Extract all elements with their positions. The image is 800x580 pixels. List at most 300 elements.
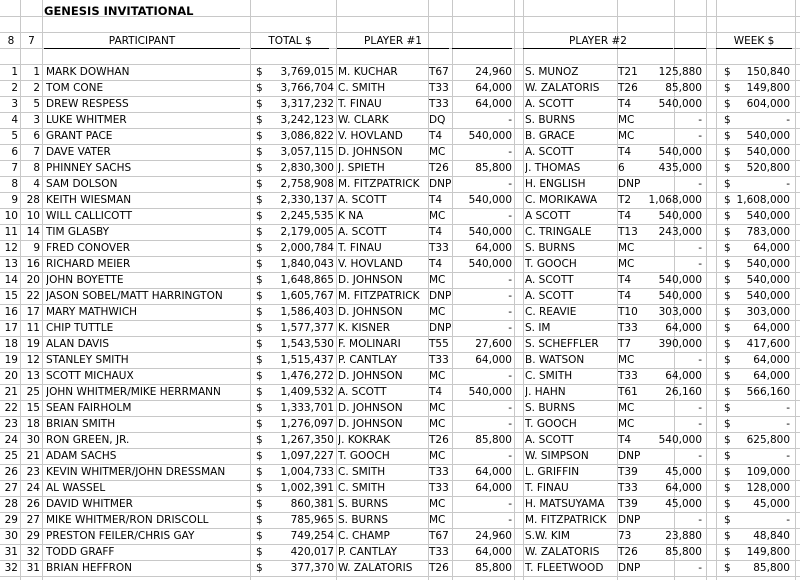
cell-player1-position[interactable]: T4	[429, 226, 443, 238]
cell-week-currency[interactable]: $	[724, 418, 731, 430]
cell-total-currency[interactable]: $	[256, 530, 263, 542]
cell-player2[interactable]: T. GOOCH	[525, 418, 577, 430]
cell-player2-amount[interactable]: 243,000	[658, 226, 702, 238]
cell-total[interactable]: 3,057,115	[280, 146, 334, 158]
cell-rank-prev[interactable]: 9	[11, 194, 18, 206]
cell-total-currency[interactable]: $	[256, 210, 263, 222]
cell-rank-curr[interactable]: 21	[26, 450, 40, 462]
cell-player2[interactable]: W. ZALATORIS	[525, 82, 600, 94]
cell-rank-curr[interactable]: 23	[26, 466, 40, 478]
cell-participant[interactable]: PHINNEY SACHS	[46, 162, 132, 174]
cell-total[interactable]: 377,370	[290, 562, 334, 574]
cell-total-currency[interactable]: $	[256, 482, 263, 494]
cell-player2-amount[interactable]: -	[698, 514, 702, 526]
cell-player1-amount[interactable]: 64,000	[475, 242, 512, 254]
cell-total-currency[interactable]: $	[256, 514, 263, 526]
cell-player1-amount[interactable]: -	[508, 450, 512, 462]
cell-total[interactable]: 1,002,391	[280, 482, 334, 494]
cell-player1-amount[interactable]: 540,000	[468, 386, 512, 398]
cell-player2-position[interactable]: T26	[618, 546, 638, 558]
header-participant[interactable]: PARTICIPANT	[44, 33, 240, 49]
cell-player1-position[interactable]: T4	[429, 194, 443, 206]
cell-player2-amount[interactable]: 125,880	[658, 66, 702, 78]
cell-player2-position[interactable]: T4	[618, 290, 632, 302]
cell-player2-position[interactable]: T4	[618, 98, 632, 110]
cell-player1-amount[interactable]: 64,000	[475, 482, 512, 494]
cell-player2[interactable]: S. SCHEFFLER	[525, 338, 599, 350]
cell-rank-curr[interactable]: 11	[26, 322, 40, 334]
cell-participant[interactable]: SAM DOLSON	[46, 178, 118, 190]
cell-week[interactable]: 1,608,000	[736, 194, 790, 206]
cell-total[interactable]: 1,577,377	[280, 322, 334, 334]
cell-rank-prev[interactable]: 32	[4, 562, 18, 574]
cell-rank-curr[interactable]: 20	[26, 274, 40, 286]
cell-player1-amount[interactable]: 85,800	[475, 162, 512, 174]
cell-player1[interactable]: C. SMITH	[338, 82, 386, 94]
cell-player1-amount[interactable]: 540,000	[468, 258, 512, 270]
cell-player2[interactable]: A. SCOTT	[525, 146, 574, 158]
cell-player1[interactable]: K NA	[338, 210, 364, 222]
cell-total[interactable]: 1,543,530	[280, 338, 334, 350]
header-col-rank-prev[interactable]: 8	[7, 35, 15, 47]
cell-participant[interactable]: ADAM SACHS	[46, 450, 117, 462]
cell-week[interactable]: 540,000	[746, 258, 790, 270]
cell-total-currency[interactable]: $	[256, 290, 263, 302]
cell-player2-position[interactable]: MC	[618, 402, 635, 414]
cell-week[interactable]: 64,000	[753, 370, 790, 382]
cell-player2-position[interactable]: 73	[618, 530, 632, 542]
cell-player2[interactable]: L. GRIFFIN	[525, 466, 580, 478]
cell-rank-prev[interactable]: 21	[4, 386, 18, 398]
cell-player1-position[interactable]: T33	[429, 98, 449, 110]
cell-week[interactable]: 604,000	[746, 98, 790, 110]
cell-rank-prev[interactable]: 28	[4, 498, 18, 510]
cell-player1-amount[interactable]: -	[508, 402, 512, 414]
cell-rank-curr[interactable]: 19	[26, 338, 40, 350]
cell-player1-position[interactable]: DQ	[429, 114, 446, 126]
cell-total[interactable]: 1,840,043	[280, 258, 334, 270]
cell-week-currency[interactable]: $	[724, 466, 731, 478]
cell-player2-position[interactable]: T39	[618, 498, 638, 510]
cell-week[interactable]: 303,000	[746, 306, 790, 318]
cell-rank-curr[interactable]: 28	[26, 194, 40, 206]
cell-player1-amount[interactable]: 85,800	[475, 562, 512, 574]
cell-player2-position[interactable]: T61	[618, 386, 638, 398]
cell-player1-amount[interactable]: 27,600	[475, 338, 512, 350]
cell-rank-curr[interactable]: 13	[26, 370, 40, 382]
cell-rank-prev[interactable]: 26	[4, 466, 18, 478]
cell-total-currency[interactable]: $	[256, 82, 263, 94]
cell-player1-position[interactable]: T26	[429, 162, 449, 174]
cell-participant[interactable]: JOHN BOYETTE	[46, 274, 124, 286]
cell-week[interactable]: 540,000	[746, 130, 790, 142]
cell-week[interactable]: 520,800	[746, 162, 790, 174]
cell-week[interactable]: 149,800	[746, 82, 790, 94]
cell-total[interactable]: 1,648,865	[280, 274, 334, 286]
cell-total[interactable]: 1,267,350	[280, 434, 334, 446]
cell-rank-prev[interactable]: 19	[4, 354, 18, 366]
cell-week-currency[interactable]: $	[724, 402, 731, 414]
header-player1[interactable]: PLAYER #1	[337, 33, 449, 49]
cell-player1-position[interactable]: MC	[429, 450, 446, 462]
cell-rank-curr[interactable]: 8	[33, 162, 40, 174]
cell-player1-position[interactable]: MC	[429, 514, 446, 526]
cell-player1-amount[interactable]: -	[508, 146, 512, 158]
cell-rank-prev[interactable]: 30	[4, 530, 18, 542]
cell-player2-position[interactable]: T21	[618, 66, 638, 78]
cell-week[interactable]: 64,000	[753, 242, 790, 254]
cell-rank-curr[interactable]: 9	[33, 242, 40, 254]
cell-week[interactable]: -	[786, 114, 790, 126]
cell-week[interactable]: 540,000	[746, 146, 790, 158]
cell-total-currency[interactable]: $	[256, 66, 263, 78]
sheet-title[interactable]: GENESIS INVITATIONAL	[44, 4, 194, 18]
cell-week[interactable]: 45,000	[753, 498, 790, 510]
cell-week-currency[interactable]: $	[724, 226, 731, 238]
cell-player2[interactable]: S. IM	[525, 322, 551, 334]
cell-week[interactable]: 128,000	[746, 482, 790, 494]
cell-player1-amount[interactable]: 24,960	[475, 66, 512, 78]
cell-total[interactable]: 1,409,532	[280, 386, 334, 398]
cell-player2-position[interactable]: DNP	[618, 178, 640, 190]
cell-rank-curr[interactable]: 10	[26, 210, 40, 222]
cell-week-currency[interactable]: $	[724, 210, 731, 222]
cell-rank-curr[interactable]: 3	[33, 114, 40, 126]
cell-week-currency[interactable]: $	[724, 450, 731, 462]
cell-player1-position[interactable]: T67	[429, 530, 449, 542]
cell-rank-prev[interactable]: 20	[4, 370, 18, 382]
cell-total-currency[interactable]: $	[256, 226, 263, 238]
cell-player1-position[interactable]: MC	[429, 306, 446, 318]
cell-week[interactable]: 783,000	[746, 226, 790, 238]
header-week[interactable]: WEEK $	[716, 33, 792, 49]
cell-total-currency[interactable]: $	[256, 130, 263, 142]
cell-player2-position[interactable]: DNP	[618, 450, 640, 462]
cell-rank-prev[interactable]: 6	[11, 146, 18, 158]
cell-player2-position[interactable]: T4	[618, 210, 632, 222]
cell-player2[interactable]: C. MORIKAWA	[525, 194, 598, 206]
cell-player1-amount[interactable]: 64,000	[475, 98, 512, 110]
cell-rank-prev[interactable]: 1	[11, 66, 18, 78]
cell-player2[interactable]: C. REAVIE	[525, 306, 577, 318]
cell-player1-position[interactable]: T33	[429, 546, 449, 558]
cell-player1-amount[interactable]: -	[508, 306, 512, 318]
cell-player1[interactable]: S. BURNS	[338, 514, 389, 526]
cell-participant[interactable]: KEVIN WHITMER/JOHN DRESSMAN	[46, 466, 226, 478]
cell-player2-amount[interactable]: 540,000	[658, 274, 702, 286]
cell-player2[interactable]: M. FITZPATRICK	[525, 514, 607, 526]
cell-week[interactable]: -	[786, 402, 790, 414]
cell-player2-position[interactable]: MC	[618, 130, 635, 142]
cell-player2[interactable]: H. MATSUYAMA	[525, 498, 605, 510]
cell-week[interactable]: 64,000	[753, 322, 790, 334]
cell-player2-amount[interactable]: -	[698, 402, 702, 414]
cell-player1-position[interactable]: T33	[429, 482, 449, 494]
cell-week-currency[interactable]: $	[724, 306, 731, 318]
cell-player2-amount[interactable]: 45,000	[665, 466, 702, 478]
cell-rank-curr[interactable]: 4	[33, 178, 40, 190]
cell-participant[interactable]: GRANT PACE	[46, 130, 113, 142]
cell-participant[interactable]: KEITH WIESMAN	[46, 194, 132, 206]
cell-player2[interactable]: W. SIMPSON	[525, 450, 589, 462]
cell-total-currency[interactable]: $	[256, 306, 263, 318]
cell-participant[interactable]: CHIP TUTTLE	[46, 322, 114, 334]
cell-player2-amount[interactable]: -	[698, 418, 702, 430]
cell-participant[interactable]: JOHN WHITMER/MIKE HERRMANN	[46, 386, 221, 398]
cell-player1-position[interactable]: T4	[429, 130, 443, 142]
cell-player1-amount[interactable]: -	[508, 290, 512, 302]
cell-player1-amount[interactable]: -	[508, 498, 512, 510]
cell-player1-position[interactable]: MC	[429, 402, 446, 414]
cell-rank-curr[interactable]: 2	[33, 82, 40, 94]
cell-player1-position[interactable]: T33	[429, 354, 449, 366]
cell-player1-position[interactable]: DNP	[429, 178, 451, 190]
cell-player1-position[interactable]: DNP	[429, 290, 451, 302]
cell-player2-amount[interactable]: 85,800	[665, 82, 702, 94]
cell-player1[interactable]: D. JOHNSON	[338, 418, 403, 430]
cell-rank-curr[interactable]: 17	[26, 306, 40, 318]
cell-player1-position[interactable]: T33	[429, 242, 449, 254]
cell-player1-position[interactable]: MC	[429, 370, 446, 382]
cell-total-currency[interactable]: $	[256, 498, 263, 510]
cell-total-currency[interactable]: $	[256, 258, 263, 270]
cell-week-currency[interactable]: $	[724, 162, 731, 174]
cell-player1-position[interactable]: T4	[429, 386, 443, 398]
cell-rank-curr[interactable]: 25	[26, 386, 40, 398]
cell-week[interactable]: 149,800	[746, 546, 790, 558]
cell-week-currency[interactable]: $	[724, 322, 731, 334]
cell-rank-prev[interactable]: 10	[4, 210, 18, 222]
cell-total-currency[interactable]: $	[256, 466, 263, 478]
cell-player1-amount[interactable]: -	[508, 418, 512, 430]
cell-week[interactable]: 625,800	[746, 434, 790, 446]
cell-participant[interactable]: STANLEY SMITH	[46, 354, 129, 366]
cell-week[interactable]: 150,840	[746, 66, 790, 78]
cell-week-currency[interactable]: $	[724, 258, 731, 270]
cell-player2[interactable]: S. BURNS	[525, 402, 576, 414]
cell-player1[interactable]: W. CLARK	[338, 114, 389, 126]
cell-player2-amount[interactable]: 85,800	[665, 546, 702, 558]
cell-rank-prev[interactable]: 2	[11, 82, 18, 94]
cell-rank-curr[interactable]: 6	[33, 130, 40, 142]
cell-player1[interactable]: D. JOHNSON	[338, 274, 403, 286]
cell-player1-amount[interactable]: -	[508, 370, 512, 382]
cell-total-currency[interactable]: $	[256, 402, 263, 414]
cell-player1-position[interactable]: T33	[429, 466, 449, 478]
cell-week[interactable]: -	[786, 450, 790, 462]
cell-week-currency[interactable]: $	[724, 514, 731, 526]
cell-participant[interactable]: MIKE WHITMER/RON DRISCOLL	[46, 514, 209, 526]
cell-player2-position[interactable]: T4	[618, 434, 632, 446]
cell-player2-amount[interactable]: -	[698, 354, 702, 366]
cell-total-currency[interactable]: $	[256, 194, 263, 206]
cell-total-currency[interactable]: $	[256, 274, 263, 286]
cell-rank-curr[interactable]: 22	[26, 290, 40, 302]
cell-player2[interactable]: A. SCOTT	[525, 274, 574, 286]
cell-week-currency[interactable]: $	[724, 290, 731, 302]
cell-total[interactable]: 1,276,097	[280, 418, 334, 430]
cell-player2[interactable]: S. BURNS	[525, 114, 576, 126]
cell-rank-curr[interactable]: 31	[26, 562, 40, 574]
cell-rank-curr[interactable]: 27	[26, 514, 40, 526]
cell-total[interactable]: 1,586,403	[280, 306, 334, 318]
cell-total[interactable]: 2,179,005	[280, 226, 334, 238]
cell-week-currency[interactable]: $	[724, 274, 731, 286]
cell-participant[interactable]: DAVID WHITMER	[46, 498, 133, 510]
cell-week[interactable]: 540,000	[746, 290, 790, 302]
cell-player1-position[interactable]: MC	[429, 498, 446, 510]
cell-total[interactable]: 1,605,767	[280, 290, 334, 302]
cell-player2[interactable]: S.W. KIM	[525, 530, 570, 542]
cell-total[interactable]: 1,004,733	[280, 466, 334, 478]
cell-week[interactable]: -	[786, 418, 790, 430]
cell-total-currency[interactable]: $	[256, 562, 263, 574]
cell-participant[interactable]: TODD GRAFF	[46, 546, 115, 558]
cell-player1-amount[interactable]: 85,800	[475, 434, 512, 446]
cell-player1[interactable]: A. SCOTT	[338, 386, 387, 398]
cell-total[interactable]: 2,330,137	[280, 194, 334, 206]
cell-player1-amount[interactable]: -	[508, 210, 512, 222]
cell-total-currency[interactable]: $	[256, 162, 263, 174]
cell-player2[interactable]: B. WATSON	[525, 354, 585, 366]
cell-total[interactable]: 1,515,437	[280, 354, 334, 366]
cell-rank-prev[interactable]: 13	[4, 258, 18, 270]
cell-week-currency[interactable]: $	[724, 130, 731, 142]
header-total[interactable]: TOTAL $	[251, 33, 329, 49]
cell-player1-position[interactable]: T67	[429, 66, 449, 78]
cell-week[interactable]: 64,000	[753, 354, 790, 366]
cell-player1-amount[interactable]: -	[508, 178, 512, 190]
cell-player2-position[interactable]: T4	[618, 274, 632, 286]
cell-week-currency[interactable]: $	[724, 98, 731, 110]
cell-rank-prev[interactable]: 25	[4, 450, 18, 462]
cell-player2-position[interactable]: DNP	[618, 562, 640, 574]
cell-player2-amount[interactable]: -	[698, 258, 702, 270]
cell-week-currency[interactable]: $	[724, 194, 731, 206]
cell-week-currency[interactable]: $	[724, 434, 731, 446]
cell-player2-amount[interactable]: -	[698, 114, 702, 126]
cell-total-currency[interactable]: $	[256, 434, 263, 446]
cell-player2-amount[interactable]: -	[698, 450, 702, 462]
cell-rank-prev[interactable]: 29	[4, 514, 18, 526]
cell-player1-position[interactable]: MC	[429, 274, 446, 286]
cell-total[interactable]: 3,769,015	[280, 66, 334, 78]
cell-rank-curr[interactable]: 30	[26, 434, 40, 446]
cell-rank-curr[interactable]: 18	[26, 418, 40, 430]
cell-rank-prev[interactable]: 17	[4, 322, 18, 334]
cell-player2-amount[interactable]: 540,000	[658, 210, 702, 222]
cell-total-currency[interactable]: $	[256, 386, 263, 398]
cell-week-currency[interactable]: $	[724, 370, 731, 382]
cell-week-currency[interactable]: $	[724, 482, 731, 494]
cell-total[interactable]: 2,000,784	[280, 242, 334, 254]
cell-participant[interactable]: DAVE VATER	[46, 146, 111, 158]
cell-total-currency[interactable]: $	[256, 114, 263, 126]
cell-participant[interactable]: PRESTON FEILER/CHRIS GAY	[46, 530, 195, 542]
cell-rank-prev[interactable]: 7	[11, 162, 18, 174]
cell-player1-amount[interactable]: -	[508, 274, 512, 286]
cell-player1-amount[interactable]: 540,000	[468, 130, 512, 142]
cell-week-currency[interactable]: $	[724, 386, 731, 398]
cell-total[interactable]: 2,830,300	[280, 162, 334, 174]
cell-total[interactable]: 420,017	[290, 546, 334, 558]
cell-player2[interactable]: T. FINAU	[525, 482, 569, 494]
cell-player1-position[interactable]: T55	[429, 338, 449, 350]
cell-rank-curr[interactable]: 16	[26, 258, 40, 270]
cell-player2[interactable]: J. THOMAS	[525, 162, 581, 174]
cell-participant[interactable]: MARK DOWHAN	[46, 66, 130, 78]
cell-player1-amount[interactable]: -	[508, 322, 512, 334]
cell-player2-position[interactable]: T26	[618, 82, 638, 94]
cell-rank-curr[interactable]: 1	[33, 66, 40, 78]
cell-player2-position[interactable]: MC	[618, 114, 635, 126]
cell-player1[interactable]: F. MOLINARI	[338, 338, 401, 350]
cell-player1[interactable]: C. SMITH	[338, 482, 386, 494]
cell-rank-prev[interactable]: 15	[4, 290, 18, 302]
cell-player2[interactable]: T. FLEETWOOD	[525, 562, 604, 574]
cell-week[interactable]: 540,000	[746, 210, 790, 222]
cell-rank-curr[interactable]: 29	[26, 530, 40, 542]
cell-total-currency[interactable]: $	[256, 98, 263, 110]
cell-participant[interactable]: TOM CONE	[46, 82, 104, 94]
cell-week-currency[interactable]: $	[724, 546, 731, 558]
cell-total-currency[interactable]: $	[256, 546, 263, 558]
cell-week-currency[interactable]: $	[724, 82, 731, 94]
cell-player1-amount[interactable]: 64,000	[475, 82, 512, 94]
cell-player1[interactable]: T. FINAU	[338, 242, 382, 254]
cell-total-currency[interactable]: $	[256, 146, 263, 158]
cell-player2-amount[interactable]: 45,000	[665, 498, 702, 510]
cell-player2-position[interactable]: MC	[618, 258, 635, 270]
cell-player1-amount[interactable]: 64,000	[475, 546, 512, 558]
cell-player2-amount[interactable]: 303,000	[658, 306, 702, 318]
cell-total[interactable]: 749,254	[290, 530, 334, 542]
cell-rank-prev[interactable]: 3	[11, 98, 18, 110]
cell-week[interactable]: -	[786, 178, 790, 190]
cell-rank-curr[interactable]: 7	[33, 146, 40, 158]
cell-total-currency[interactable]: $	[256, 450, 263, 462]
cell-player2[interactable]: J. HAHN	[525, 386, 566, 398]
cell-player2-position[interactable]: T13	[618, 226, 638, 238]
cell-total-currency[interactable]: $	[256, 322, 263, 334]
cell-rank-prev[interactable]: 5	[11, 130, 18, 142]
cell-player2-amount[interactable]: 540,000	[658, 98, 702, 110]
cell-rank-prev[interactable]: 14	[4, 274, 18, 286]
cell-player2-amount[interactable]: 1,068,000	[648, 194, 702, 206]
cell-rank-curr[interactable]: 32	[26, 546, 40, 558]
cell-rank-curr[interactable]: 14	[26, 226, 40, 238]
cell-week-currency[interactable]: $	[724, 242, 731, 254]
cell-week-currency[interactable]: $	[724, 338, 731, 350]
cell-rank-curr[interactable]: 26	[26, 498, 40, 510]
cell-player2-amount[interactable]: -	[698, 130, 702, 142]
cell-total-currency[interactable]: $	[256, 354, 263, 366]
cell-total[interactable]: 860,381	[290, 498, 334, 510]
cell-total[interactable]: 2,245,535	[280, 210, 334, 222]
cell-player2-position[interactable]: T33	[618, 370, 638, 382]
cell-player1[interactable]: M. KUCHAR	[338, 66, 398, 78]
cell-rank-curr[interactable]: 24	[26, 482, 40, 494]
cell-player2-amount[interactable]: -	[698, 178, 702, 190]
cell-player2-position[interactable]: MC	[618, 242, 635, 254]
cell-player1[interactable]: P. CANTLAY	[338, 546, 398, 558]
cell-participant[interactable]: WILL CALLICOTT	[46, 210, 133, 222]
cell-total-currency[interactable]: $	[256, 242, 263, 254]
cell-player2-amount[interactable]: 390,000	[658, 338, 702, 350]
cell-total-currency[interactable]: $	[256, 370, 263, 382]
cell-player1-amount[interactable]: 24,960	[475, 530, 512, 542]
cell-player2[interactable]: B. GRACE	[525, 130, 575, 142]
